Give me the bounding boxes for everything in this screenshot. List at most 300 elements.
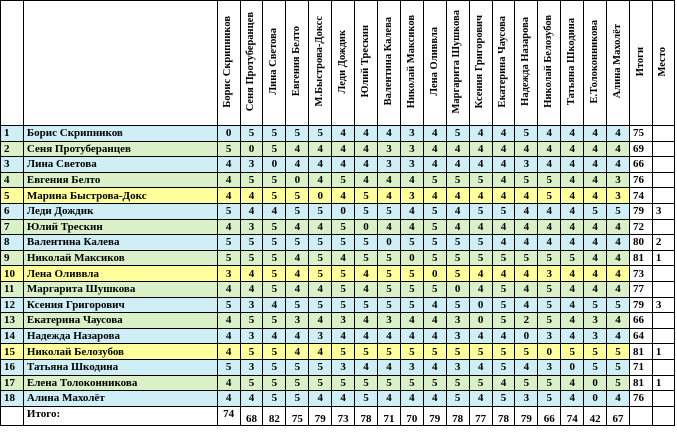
score-cell: 5 xyxy=(217,235,240,251)
score-cell: 4 xyxy=(309,172,332,188)
score-cell: 4 xyxy=(538,235,561,251)
score-cell: 3 xyxy=(217,266,240,282)
score-cell: 5 xyxy=(332,344,355,360)
score-cell: 5 xyxy=(469,344,492,360)
score-cell: 4 xyxy=(378,172,401,188)
place-cell xyxy=(652,281,674,297)
score-cell: 4 xyxy=(446,188,469,204)
score-cell: 3 xyxy=(607,172,630,188)
score-cell: 5 xyxy=(263,172,286,188)
score-cell: 5 xyxy=(538,375,561,391)
total-header: Итоги xyxy=(634,46,646,77)
score-cell: 5 xyxy=(423,219,446,235)
score-cell: 4 xyxy=(423,188,446,204)
score-cell: 4 xyxy=(515,297,538,313)
score-cell: 4 xyxy=(217,375,240,391)
score-cell: 5 xyxy=(515,375,538,391)
total-cell: 81 xyxy=(629,250,652,266)
score-cell: 5 xyxy=(561,250,584,266)
score-cell: 4 xyxy=(607,328,630,344)
score-cell: 4 xyxy=(400,172,423,188)
score-cell: 5 xyxy=(584,359,607,375)
participant-name: Лена Оливвла xyxy=(23,266,217,282)
score-cell: 5 xyxy=(492,281,515,297)
score-cell: 5 xyxy=(515,344,538,360)
score-cell: 4 xyxy=(584,281,607,297)
score-cell: 4 xyxy=(607,126,630,142)
score-cell: 5 xyxy=(286,235,309,251)
column-header xyxy=(469,1,492,126)
summary-value: 78 xyxy=(492,406,515,425)
row-number: 14 xyxy=(1,328,24,344)
score-cell: 5 xyxy=(446,172,469,188)
score-cell: 5 xyxy=(240,250,263,266)
score-cell: 4 xyxy=(378,328,401,344)
score-cell: 4 xyxy=(446,141,469,157)
score-cell: 5 xyxy=(469,203,492,219)
score-cell: 4 xyxy=(492,126,515,142)
score-cell: 5 xyxy=(400,375,423,391)
score-cell: 4 xyxy=(469,391,492,407)
column-header xyxy=(423,1,446,126)
column-header xyxy=(217,1,240,126)
score-cell: 5 xyxy=(538,391,561,407)
score-cell: 5 xyxy=(332,281,355,297)
score-cell: 5 xyxy=(263,219,286,235)
score-cell: 0 xyxy=(469,297,492,313)
score-cell: 4 xyxy=(469,141,492,157)
total-cell: 66 xyxy=(629,157,652,173)
summary-value: 79 xyxy=(423,406,446,425)
score-cell: 5 xyxy=(492,297,515,313)
score-cell: 4 xyxy=(309,391,332,407)
score-cell: 4 xyxy=(355,266,378,282)
total-cell: 73 xyxy=(629,266,652,282)
score-cell: 4 xyxy=(263,203,286,219)
score-cell: 5 xyxy=(263,188,286,204)
score-cell: 4 xyxy=(378,219,401,235)
score-cell: 5 xyxy=(515,126,538,142)
place-cell xyxy=(652,313,674,329)
column-header-label: М.Быстрова-Доксс xyxy=(313,16,325,107)
column-header xyxy=(492,1,515,126)
score-cell: 5 xyxy=(492,344,515,360)
score-cell: 4 xyxy=(217,219,240,235)
score-cell: 4 xyxy=(561,313,584,329)
score-cell: 0 xyxy=(469,313,492,329)
score-cell: 4 xyxy=(217,172,240,188)
score-cell: 5 xyxy=(263,313,286,329)
participant-name: Екатерина Чаусова xyxy=(23,313,217,329)
score-cell: 4 xyxy=(492,172,515,188)
score-cell: 4 xyxy=(286,141,309,157)
score-cell: 4 xyxy=(561,235,584,251)
row-number: 10 xyxy=(1,266,24,282)
total-cell: 69 xyxy=(629,141,652,157)
score-cell: 4 xyxy=(423,359,446,375)
participant-name: Юлий Трескин xyxy=(23,219,217,235)
score-cell: 3 xyxy=(378,313,401,329)
score-cell: 5 xyxy=(217,141,240,157)
score-cell: 0 xyxy=(584,391,607,407)
score-cell: 4 xyxy=(515,219,538,235)
score-cell: 5 xyxy=(469,375,492,391)
score-cell: 4 xyxy=(561,375,584,391)
place-cell: 3 xyxy=(652,203,674,219)
participant-name: Сеня Протуберанцев xyxy=(23,141,217,157)
score-cell: 4 xyxy=(446,203,469,219)
summary-value: 82 xyxy=(263,406,286,425)
table-row xyxy=(1,250,675,266)
score-cell: 5 xyxy=(286,203,309,219)
score-cell: 5 xyxy=(263,281,286,297)
score-cell: 4 xyxy=(538,141,561,157)
score-cell: 5 xyxy=(423,375,446,391)
column-header-label: Николай Максиков xyxy=(405,14,417,109)
place-cell xyxy=(652,391,674,407)
score-cell: 4 xyxy=(332,250,355,266)
column-header-label: Татьяна Шкодина xyxy=(565,17,577,106)
participant-name: Лина Светова xyxy=(23,157,217,173)
table-row xyxy=(1,391,675,407)
column-header xyxy=(263,1,286,126)
total-cell: 71 xyxy=(629,359,652,375)
summary-value: 75 xyxy=(286,406,309,425)
score-cell: 5 xyxy=(332,172,355,188)
place-cell xyxy=(652,219,674,235)
participant-name: Леди Дождик xyxy=(23,203,217,219)
score-cell: 5 xyxy=(240,344,263,360)
score-cell: 5 xyxy=(607,375,630,391)
participant-name: Николай Максиков xyxy=(23,250,217,266)
score-cell: 0 xyxy=(584,375,607,391)
total-cell: 79 xyxy=(629,203,652,219)
score-cell: 4 xyxy=(584,188,607,204)
score-cell: 3 xyxy=(400,141,423,157)
score-cell: 5 xyxy=(492,313,515,329)
score-cell: 3 xyxy=(400,188,423,204)
score-cell: 5 xyxy=(469,235,492,251)
score-cell: 5 xyxy=(515,172,538,188)
score-cell: 4 xyxy=(492,141,515,157)
score-cell: 5 xyxy=(469,172,492,188)
table-row xyxy=(1,297,675,313)
score-cell: 4 xyxy=(492,375,515,391)
score-cell: 4 xyxy=(584,266,607,282)
score-cell: 4 xyxy=(332,328,355,344)
score-cell: 5 xyxy=(561,344,584,360)
score-cell: 5 xyxy=(400,235,423,251)
score-cell: 4 xyxy=(515,203,538,219)
score-cell: 5 xyxy=(446,391,469,407)
score-cell: 3 xyxy=(286,313,309,329)
column-header xyxy=(332,1,355,126)
table-row xyxy=(1,126,675,142)
score-cell: 5 xyxy=(263,235,286,251)
score-cell: 4 xyxy=(561,203,584,219)
score-cell: 3 xyxy=(240,219,263,235)
place-cell xyxy=(652,188,674,204)
score-cell: 0 xyxy=(332,203,355,219)
score-cell: 5 xyxy=(446,266,469,282)
score-cell: 5 xyxy=(584,344,607,360)
score-cell: 4 xyxy=(286,344,309,360)
score-cell: 4 xyxy=(309,141,332,157)
score-cell: 5 xyxy=(263,266,286,282)
score-cell: 4 xyxy=(515,359,538,375)
score-cell: 4 xyxy=(515,235,538,251)
table-row xyxy=(1,375,675,391)
column-header-label: Борис Скрипников xyxy=(222,15,234,108)
total-cell: 81 xyxy=(629,375,652,391)
score-cell: 3 xyxy=(378,141,401,157)
participant-name: Борис Скрипников xyxy=(23,126,217,142)
score-cell: 5 xyxy=(355,250,378,266)
score-cell: 5 xyxy=(263,375,286,391)
total-cell: 74 xyxy=(629,188,652,204)
score-cell: 4 xyxy=(561,141,584,157)
score-cell: 4 xyxy=(217,313,240,329)
row-number: 9 xyxy=(1,250,24,266)
score-cell: 4 xyxy=(469,328,492,344)
score-cell: 4 xyxy=(286,250,309,266)
score-cell: 4 xyxy=(584,172,607,188)
participant-name: Марина Быстрова-Докс xyxy=(23,188,217,204)
score-cell: 4 xyxy=(309,344,332,360)
row-number: 11 xyxy=(1,281,24,297)
score-cell: 0 xyxy=(378,235,401,251)
header-row xyxy=(1,1,675,126)
table-row xyxy=(1,203,675,219)
score-cell: 3 xyxy=(584,328,607,344)
score-cell: 5 xyxy=(400,297,423,313)
score-cell: 0 xyxy=(263,157,286,173)
column-header-label: Маргарита Шушкова xyxy=(451,9,463,114)
table-row xyxy=(1,172,675,188)
score-cell: 5 xyxy=(355,235,378,251)
score-cell: 4 xyxy=(332,141,355,157)
score-cell: 4 xyxy=(378,188,401,204)
score-cell: 4 xyxy=(286,266,309,282)
score-cell: 4 xyxy=(423,141,446,157)
score-cell: 5 xyxy=(538,297,561,313)
score-cell: 5 xyxy=(332,297,355,313)
score-cell: 4 xyxy=(538,219,561,235)
row-number: 12 xyxy=(1,297,24,313)
score-cell: 5 xyxy=(332,266,355,282)
score-cell: 4 xyxy=(355,328,378,344)
score-cell: 5 xyxy=(240,235,263,251)
score-cell: 4 xyxy=(423,313,446,329)
table-row xyxy=(1,328,675,344)
column-header-label: Валентина Калева xyxy=(382,17,394,106)
score-cell: 5 xyxy=(492,203,515,219)
table-row xyxy=(1,359,675,375)
score-cell: 5 xyxy=(423,344,446,360)
score-cell: 3 xyxy=(515,157,538,173)
score-cell: 5 xyxy=(240,313,263,329)
score-cell: 3 xyxy=(446,328,469,344)
summary-value: 66 xyxy=(538,406,561,425)
column-header xyxy=(400,1,423,126)
score-cell: 5 xyxy=(355,203,378,219)
score-cell: 4 xyxy=(355,141,378,157)
table-row xyxy=(1,313,675,329)
column-header-label: Лена Оливвла xyxy=(428,27,440,96)
score-cell: 4 xyxy=(607,157,630,173)
summary-value: 67 xyxy=(607,406,630,425)
score-cell: 5 xyxy=(309,375,332,391)
score-cell: 4 xyxy=(217,391,240,407)
score-cell: 4 xyxy=(332,126,355,142)
score-cell: 4 xyxy=(400,328,423,344)
score-cell: 5 xyxy=(378,281,401,297)
score-cell: 4 xyxy=(469,281,492,297)
score-cell: 5 xyxy=(515,250,538,266)
column-header xyxy=(515,1,538,126)
score-cell: 4 xyxy=(584,235,607,251)
place-cell xyxy=(652,359,674,375)
score-cell: 5 xyxy=(332,375,355,391)
total-cell: 64 xyxy=(629,328,652,344)
score-cell: 5 xyxy=(217,297,240,313)
participant-name: Алина Махолёт xyxy=(23,391,217,407)
place-cell: 1 xyxy=(652,344,674,360)
participant-name: Татьяна Шкодина xyxy=(23,359,217,375)
score-cell: 4 xyxy=(492,219,515,235)
score-cell: 5 xyxy=(423,281,446,297)
score-cell: 5 xyxy=(309,266,332,282)
row-number: 6 xyxy=(1,203,24,219)
score-cell: 4 xyxy=(538,126,561,142)
score-cell: 5 xyxy=(286,375,309,391)
score-cell: 5 xyxy=(355,188,378,204)
column-header-label: Надежда Назарова xyxy=(520,17,532,106)
table-row xyxy=(1,235,675,251)
score-cell: 4 xyxy=(217,281,240,297)
score-cell: 4 xyxy=(584,126,607,142)
place-header: Место xyxy=(657,46,669,77)
place-cell: 1 xyxy=(652,250,674,266)
column-header-label: Лина Светова xyxy=(268,28,280,95)
column-header-label: Сеня Протуберанцев xyxy=(245,11,257,112)
score-cell: 4 xyxy=(584,219,607,235)
score-cell: 4 xyxy=(355,313,378,329)
score-cell: 5 xyxy=(446,297,469,313)
column-header xyxy=(607,1,630,126)
score-cell: 3 xyxy=(309,328,332,344)
score-cell: 5 xyxy=(309,250,332,266)
score-cell: 5 xyxy=(446,375,469,391)
score-cell: 5 xyxy=(378,375,401,391)
score-cell: 5 xyxy=(309,203,332,219)
score-cell: 4 xyxy=(355,172,378,188)
score-cell: 4 xyxy=(561,188,584,204)
table-row xyxy=(1,219,675,235)
score-cell: 5 xyxy=(355,297,378,313)
table-row xyxy=(1,141,675,157)
score-cell: 5 xyxy=(492,250,515,266)
row-number: 8 xyxy=(1,235,24,251)
score-cell: 4 xyxy=(355,126,378,142)
column-header xyxy=(446,1,469,126)
score-cell: 5 xyxy=(240,172,263,188)
place-cell xyxy=(652,157,674,173)
score-cell: 4 xyxy=(492,235,515,251)
score-cell: 4 xyxy=(469,359,492,375)
score-cell: 5 xyxy=(446,235,469,251)
participant-name: Надежда Назарова xyxy=(23,328,217,344)
participant-name: Ксения Григорович xyxy=(23,297,217,313)
score-cell: 4 xyxy=(217,344,240,360)
score-cell: 4 xyxy=(286,219,309,235)
score-cell: 4 xyxy=(355,281,378,297)
column-header xyxy=(561,1,584,126)
score-cell: 0 xyxy=(355,219,378,235)
column-header-label: Ксения Григорович xyxy=(474,14,486,109)
score-cell: 5 xyxy=(607,297,630,313)
score-cell: 5 xyxy=(332,219,355,235)
score-cell: 4 xyxy=(217,328,240,344)
participant-name: Евгения Белто xyxy=(23,172,217,188)
score-cell: 0 xyxy=(515,328,538,344)
score-cell: 4 xyxy=(607,219,630,235)
score-rows xyxy=(1,126,675,426)
score-cell: 5 xyxy=(538,188,561,204)
table-row xyxy=(1,157,675,173)
score-cell: 5 xyxy=(423,250,446,266)
score-cell: 4 xyxy=(538,203,561,219)
place-cell: 2 xyxy=(652,235,674,251)
score-cell: 4 xyxy=(332,391,355,407)
score-cell: 4 xyxy=(446,157,469,173)
row-number: 15 xyxy=(1,344,24,360)
row-number: 18 xyxy=(1,391,24,407)
place-header-cell xyxy=(652,1,674,126)
score-cell: 4 xyxy=(561,126,584,142)
table-row xyxy=(1,281,675,297)
score-cell: 4 xyxy=(607,235,630,251)
score-cell: 5 xyxy=(400,344,423,360)
score-cell: 4 xyxy=(584,250,607,266)
score-cell: 5 xyxy=(538,281,561,297)
score-cell: 5 xyxy=(378,297,401,313)
score-cell: 4 xyxy=(378,126,401,142)
score-cell: 3 xyxy=(240,157,263,173)
total-header-cell xyxy=(629,1,652,126)
summary-place-cell xyxy=(652,406,674,425)
table-row xyxy=(1,344,675,360)
score-cell: 4 xyxy=(423,391,446,407)
score-cell: 3 xyxy=(400,126,423,142)
score-cell: 4 xyxy=(561,157,584,173)
score-cell: 4 xyxy=(469,157,492,173)
total-cell: 80 xyxy=(629,235,652,251)
score-cell: 0 xyxy=(423,266,446,282)
row-number: 5 xyxy=(1,188,24,204)
score-cell: 4 xyxy=(515,281,538,297)
score-cell: 4 xyxy=(469,188,492,204)
place-cell: 1 xyxy=(652,375,674,391)
score-cell: 5 xyxy=(378,250,401,266)
score-cell: 5 xyxy=(492,359,515,375)
score-cell: 3 xyxy=(538,266,561,282)
score-cell: 5 xyxy=(446,126,469,142)
score-cell: 4 xyxy=(355,359,378,375)
row-number: 17 xyxy=(1,375,24,391)
score-cell: 4 xyxy=(492,157,515,173)
row-number: 2 xyxy=(1,141,24,157)
